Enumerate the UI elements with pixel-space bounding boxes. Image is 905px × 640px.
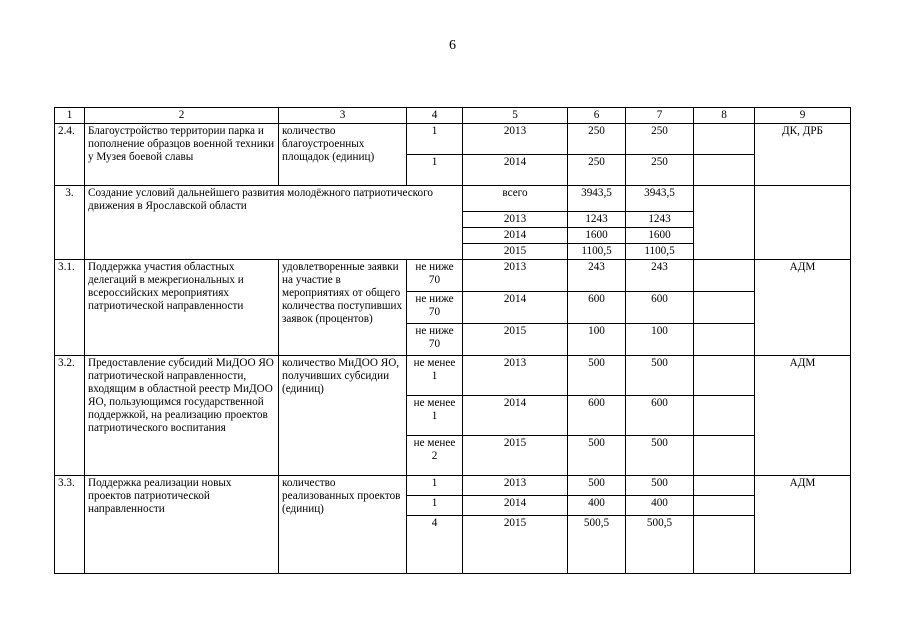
header-cell: 1 — [55, 108, 85, 124]
year-cell: 2015 — [463, 435, 568, 475]
table-row — [55, 123, 851, 154]
section-name: Создание условий дальнейшего развития молодёжного патриотического движения в Ярославской области — [85, 185, 463, 259]
target-value: 4 — [407, 515, 463, 573]
executor-cell: ДК, ДРБ — [755, 123, 851, 185]
target-value: 1 — [407, 123, 463, 154]
value-col6: 400 — [568, 495, 626, 515]
row-number: 3. — [55, 185, 85, 259]
year-cell: 2014 — [463, 395, 568, 435]
value-col7: 100 — [626, 323, 694, 355]
header-cell: 7 — [626, 108, 694, 124]
year-cell: 2013 — [463, 259, 568, 291]
value-col7: 1100,5 — [626, 243, 694, 259]
year-cell: 2013 — [463, 475, 568, 495]
header-cell: 8 — [694, 108, 755, 124]
value-col7: 500 — [626, 355, 694, 395]
value-col7: 500 — [626, 435, 694, 475]
header-cell: 5 — [463, 108, 568, 124]
value-col6: 243 — [568, 259, 626, 291]
year-cell: 2013 — [463, 123, 568, 154]
value-col6: 500 — [568, 435, 626, 475]
value-col6: 250 — [568, 123, 626, 154]
empty-cell — [755, 185, 851, 259]
value-col7: 500 — [626, 475, 694, 495]
target-value: 1 — [407, 475, 463, 495]
year-cell: 2015 — [463, 515, 568, 573]
target-value: 1 — [407, 154, 463, 185]
indicator-text: количество благоустроенных площадок (единиц) — [279, 123, 407, 185]
value-col6: 600 — [568, 291, 626, 323]
header-row — [55, 108, 851, 124]
year-cell: 2015 — [463, 323, 568, 355]
executor-cell: АДМ — [755, 259, 851, 355]
value-col7: 600 — [626, 395, 694, 435]
value-col7: 3943,5 — [626, 185, 694, 211]
executor-cell: АДМ — [755, 355, 851, 475]
row-number: 2.4. — [55, 123, 85, 185]
value-col6: 3943,5 — [568, 185, 626, 211]
value-col6: 600 — [568, 395, 626, 435]
header-cell: 3 — [279, 108, 407, 124]
year-cell: 2014 — [463, 495, 568, 515]
empty-cell — [694, 515, 755, 573]
value-col6: 1243 — [568, 211, 626, 227]
empty-cell — [694, 123, 755, 154]
program-table — [54, 107, 851, 574]
value-col6: 500 — [568, 475, 626, 495]
empty-cell — [694, 259, 755, 291]
empty-cell — [694, 323, 755, 355]
empty-cell — [694, 154, 755, 185]
header-cell: 9 — [755, 108, 851, 124]
row-number: 3.2. — [55, 355, 85, 475]
value-col6: 250 — [568, 154, 626, 185]
value-col7: 250 — [626, 123, 694, 154]
table-row — [55, 185, 851, 211]
target-value: не ниже 70 — [407, 323, 463, 355]
measure-name: Поддержка реализации новых проектов патриотической направленности — [85, 475, 279, 573]
target-value: не ниже 70 — [407, 259, 463, 291]
empty-cell — [694, 495, 755, 515]
year-cell: 2013 — [463, 211, 568, 227]
year-cell: 2015 — [463, 243, 568, 259]
executor-cell: АДМ — [755, 475, 851, 573]
empty-cell — [694, 291, 755, 323]
table-row — [55, 259, 851, 291]
table-row — [55, 355, 851, 395]
value-col6: 100 — [568, 323, 626, 355]
target-value: не ниже 70 — [407, 291, 463, 323]
empty-cell — [694, 475, 755, 495]
empty-cell — [694, 185, 755, 259]
row-number: 3.1. — [55, 259, 85, 355]
indicator-text: количество МиДОО ЯО, получивших субсидии (единиц) — [279, 355, 407, 475]
year-cell: 2014 — [463, 291, 568, 323]
page-number: 6 — [449, 38, 456, 53]
value-col7: 400 — [626, 495, 694, 515]
empty-cell — [694, 435, 755, 475]
value-col6: 500 — [568, 355, 626, 395]
header-cell: 6 — [568, 108, 626, 124]
value-col7: 1600 — [626, 227, 694, 243]
value-col7: 250 — [626, 154, 694, 185]
target-value: не менее 1 — [407, 395, 463, 435]
header-cell: 4 — [407, 108, 463, 124]
value-col6: 1100,5 — [568, 243, 626, 259]
table-row — [55, 475, 851, 495]
row-number: 3.3. — [55, 475, 85, 573]
year-cell: 2014 — [463, 227, 568, 243]
target-value: не менее 1 — [407, 355, 463, 395]
header-cell: 2 — [85, 108, 279, 124]
year-cell: 2013 — [463, 355, 568, 395]
year-cell: всего — [463, 185, 568, 211]
empty-cell — [694, 355, 755, 395]
measure-name: Благоустройство территории парка и пополнение образцов военной техники у Музея боевой славы — [85, 123, 279, 185]
value-col6: 500,5 — [568, 515, 626, 573]
measure-name: Предоставление субсидий МиДОО ЯО патриотической направленности, входящим в областной реестр МиДОО ЯО, пользующимся государственной поддержкой, на реализацию проектов патриотического воспитания — [85, 355, 279, 475]
empty-cell — [694, 395, 755, 435]
value-col7: 600 — [626, 291, 694, 323]
value-col6: 1600 — [568, 227, 626, 243]
target-value: не менее 2 — [407, 435, 463, 475]
value-col7: 243 — [626, 259, 694, 291]
indicator-text: количество реализованных проектов (единиц) — [279, 475, 407, 573]
value-col7: 1243 — [626, 211, 694, 227]
indicator-text: удовлетворенные заявки на участие в мероприятиях от общего количества поступивших заявок (процентов) — [279, 259, 407, 355]
value-col7: 500,5 — [626, 515, 694, 573]
measure-name: Поддержка участия областных делегаций в межрегиональных и всероссийских мероприятиях патриотической направленности — [85, 259, 279, 355]
year-cell: 2014 — [463, 154, 568, 185]
target-value: 1 — [407, 495, 463, 515]
